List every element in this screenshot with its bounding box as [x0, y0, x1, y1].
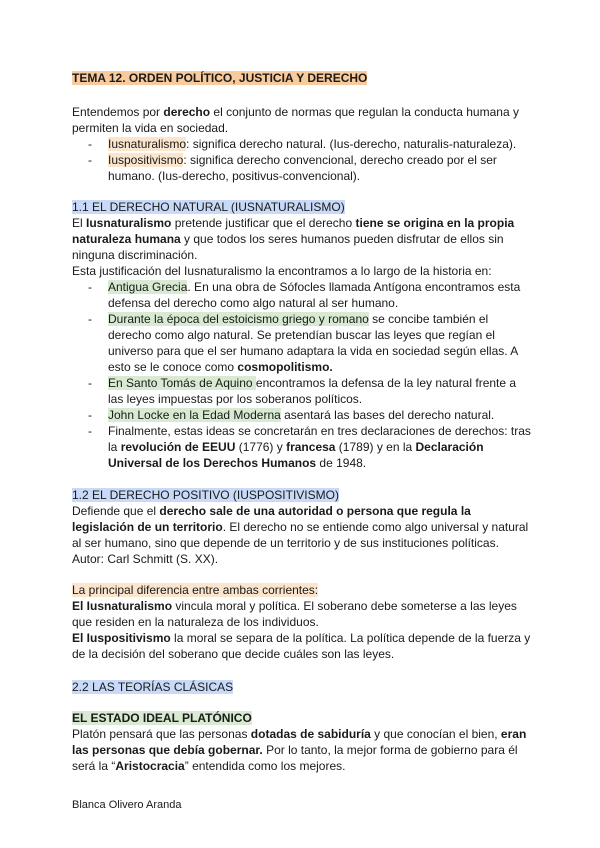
intro-section [72, 104, 532, 184]
list-item: - Durante la época del estoicismo griego y romano se concibe también el derecho como algo natural. Se pretendían buscar las leyes que regían el universo para que el ser humano adaptara la vida en sociedad según ellas. A esto se le conoce como cosmopolitismo. [72, 311, 532, 375]
section-1-1 [72, 199, 532, 471]
list-item: - Antigua Grecia. En una obra de Sófocles llamada Antígona encontramos esta defensa del derecho como algo natural al ser humano. [72, 279, 532, 311]
paragraph: Esta justificación del Iusnaturalismo la encontramos a lo largo de la historia en: [72, 264, 492, 278]
section-heading: 1.1 EL DERECHO NATURAL (IUSNATURALISMO) [72, 200, 345, 214]
section-2-2 [72, 679, 532, 695]
section-heading: 1.2 EL DERECHO POSITIVO (IUSPOSITIVISMO) [72, 488, 339, 502]
list-item: - En Santo Tomás de Aquino encontramos la defensa de la ley natural frente a las leyes impuestas por los soberanos políticos. [72, 375, 532, 407]
title-block [72, 70, 532, 86]
history-list [72, 279, 532, 471]
intro-list [72, 136, 532, 184]
paragraph: El Iuspositivismo la moral se separa de la política. La política depende de la fuerza y de la decisión del soberano que decide cuáles son las leyes. [72, 631, 531, 661]
list-item: - John Locke en la Edad Moderna asentará las bases del derecho natural. [72, 407, 532, 423]
difference-section [72, 582, 532, 662]
list-item: - Iuspositivismo: significa derecho convencional, derecho creado por el ser humano. (Ius-derecho, positivus-convencional). [72, 152, 532, 184]
intro-paragraph: Entendemos por derecho el conjunto de normas que regulan la conducta humana y permiten la vida en sociedad. [72, 105, 519, 135]
section-heading: 2.2 LAS TEORÍAS CLÁSICAS [72, 680, 234, 694]
list-item: - Iusnaturalismo: significa derecho natural. (Ius-derecho, naturalis-naturaleza). [72, 136, 532, 152]
list-item: - Finalmente, estas ideas se concretarán en tres declaraciones de derechos: tras la revolución de EEUU (1776) y francesa (1789) y en la Declaración Universal de los Derechos Humanos de 1948. [72, 423, 532, 471]
paragraph: El Iusnaturalismo pretende justificar que el derecho tiene se origina en la propia naturaleza humana y que todos los seres humanos pueden disfrutar de ellos sin ninguna discriminación. [72, 216, 515, 262]
section-heading: La principal diferencia entre ambas corrientes: [72, 583, 319, 597]
footer-author: Blanca Olivero Aranda [72, 799, 182, 811]
paragraph: Defiende que el derecho sale de una autoridad o persona que regula la legislación de un territorio. El derecho no se entiende como algo universal y natural al ser humano, sino que depende de un territorio y de sus instituciones políticas. Autor: Carl Schmitt (S. XX). [72, 504, 529, 566]
plato-section [72, 710, 532, 774]
paragraph: Platón pensará que las personas dotadas de sabiduría y que conocían el bien, eran las personas que debía gobernar. Por lo tanto, la mejor forma de gobierno para él será la “Aristocracia” entendida como los mejores. [72, 727, 527, 773]
section-1-2 [72, 487, 532, 567]
paragraph: El Iusnaturalismo vincula moral y política. El soberano debe someterse a las leyes que residen en la naturaleza de los individuos. [72, 599, 517, 629]
page-title: TEMA 12. ORDEN POLÍTICO, JUSTICIA Y DERECHO [72, 71, 368, 85]
section-heading: EL ESTADO IDEAL PLATÓNICO [72, 711, 252, 725]
